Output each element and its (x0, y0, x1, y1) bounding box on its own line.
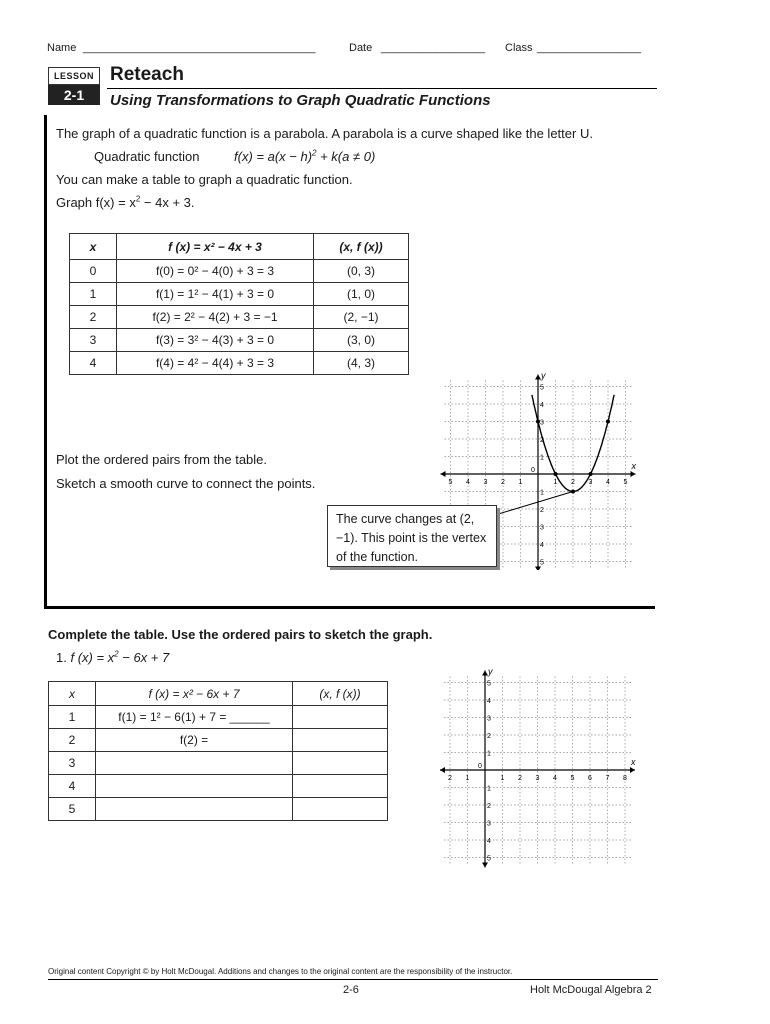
y-tick-label: 5 (487, 855, 491, 863)
table-header-row (70, 234, 409, 260)
origin-label: 0 (478, 763, 482, 770)
y-tick-label: 1 (540, 489, 544, 497)
example-table (69, 233, 409, 375)
x-axis-arrow (631, 471, 636, 477)
class-label: Class (505, 42, 533, 54)
table-row (70, 260, 409, 283)
y-axis-label: y (541, 370, 546, 381)
table-row (70, 352, 409, 375)
table-cell: 4 (70, 352, 117, 375)
table-header-cell: x (49, 682, 96, 706)
title-rule (107, 88, 657, 89)
table-cell: f(3) = 3² − 4(3) + 3 = 0 (117, 329, 314, 352)
x-tick-label: 1 (465, 775, 470, 782)
x-tick-label: 2 (501, 479, 505, 486)
table-cell[interactable] (96, 798, 293, 821)
class-field[interactable]: _________________ (537, 42, 642, 54)
table-cell: f(1) = 1² − 4(1) + 3 = 0 (117, 283, 314, 306)
x-axis-label: x (631, 461, 636, 471)
table-cell: 4 (49, 775, 96, 798)
table-row (49, 706, 388, 729)
name-label: Name (47, 42, 77, 54)
y-tick-label: 4 (487, 698, 491, 705)
problem-1: 1. f $(x) = x^2 - 6x + 7$ (56, 649, 170, 665)
table-header-row (49, 682, 388, 706)
table-row (49, 752, 388, 775)
table-header-cell: f (x) = x² − 4x + 3 (117, 234, 314, 260)
table-cell: 2 (49, 729, 96, 752)
x-tick-label: 7 (605, 775, 610, 782)
table-cell: (3, 0) (314, 329, 409, 352)
x-tick-label: 1 (500, 775, 505, 782)
page-title: Reteach (110, 64, 184, 85)
page-subtitle: Using Transformations to Graph Quadratic Functions (110, 92, 491, 109)
y-tick-label: 4 (487, 838, 491, 845)
exercise-table (48, 681, 388, 821)
x-tick-label: 4 (606, 479, 610, 486)
plotted-point (589, 472, 593, 476)
date-field[interactable]: _________________ (381, 42, 486, 54)
y-tick-label: 3 (487, 820, 491, 828)
box-bottom-border (44, 606, 655, 609)
table-cell: f(2) = 2² − 4(2) + 3 = −1 (117, 306, 314, 329)
table-cell[interactable]: f(1) = 1² − 6(1) + 7 = ______ (96, 706, 293, 729)
table-cell: 1 (70, 283, 117, 306)
plotted-point (536, 420, 540, 424)
y-tick-label: 2 (487, 733, 491, 740)
table-header-cell: f (x) = x² − 6x + 7 (96, 682, 293, 706)
table-row (49, 775, 388, 798)
table-cell[interactable] (293, 729, 388, 752)
exercise-heading: Complete the table. Use the ordered pairs to sketch the graph. (48, 627, 433, 642)
table-cell: f(0) = 0² − 4(0) + 3 = 3 (117, 260, 314, 283)
book-title: Holt McDougal Algebra 2 (530, 984, 652, 996)
table-cell: 2 (70, 306, 117, 329)
table-cell: (1, 0) (314, 283, 409, 306)
footer-rule (48, 979, 658, 980)
y-tick-label: 5 (540, 384, 544, 392)
x-tick-label: 2 (448, 775, 452, 782)
y-tick-label: 1 (487, 750, 491, 758)
x-tick-label: 8 (623, 775, 627, 782)
table-cell[interactable]: f(2) = (96, 729, 293, 752)
exercise-graph[interactable] (440, 668, 650, 868)
lesson-label: LESSON (48, 67, 100, 85)
table-row (49, 729, 388, 752)
origin-label: 0 (531, 467, 535, 474)
y-tick-label: 5 (540, 559, 544, 567)
box-left-border (44, 115, 47, 609)
table-cell: 3 (70, 329, 117, 352)
x-tick-label: 3 (483, 479, 488, 486)
table-cell[interactable] (293, 798, 388, 821)
lesson-number: 2-1 (48, 85, 100, 105)
x-tick-label: 2 (571, 479, 575, 486)
copyright-notice: Original content Copyright © by Holt McDougal. Additions and changes to the original content are the responsibility of the instructor. (48, 967, 513, 976)
y-tick-label: 1 (487, 785, 491, 793)
vertex-callout: The curve changes at (2, −1). This point is the vertex of the function. (327, 505, 497, 567)
table-row (70, 329, 409, 352)
plotted-point (554, 472, 558, 476)
table-cell[interactable] (293, 706, 388, 729)
x-axis-arrow (630, 767, 635, 773)
y-tick-label: 4 (540, 402, 544, 409)
x-tick-label: 4 (553, 775, 557, 782)
table-cell: (2, −1) (314, 306, 409, 329)
y-tick-label: 4 (540, 542, 544, 549)
page-number: 2-6 (343, 984, 359, 996)
y-tick-label: 5 (487, 680, 491, 688)
graph-instruction: Graph $f(x) = x^2 - 4x + 3$. (56, 194, 195, 210)
x-tick-label: 5 (448, 479, 453, 486)
x-tick-label: 1 (553, 479, 558, 486)
table-header-cell: (x, f (x)) (293, 682, 388, 706)
table-cell: (4, 3) (314, 352, 409, 375)
table-cell[interactable] (293, 775, 388, 798)
x-tick-label: 3 (588, 479, 593, 486)
intro-line: The graph of a quadratic function is a parabola. A parabola is a curve shaped like the letter U. (56, 126, 593, 141)
x-tick-label: 6 (588, 775, 592, 782)
quadratic-formula: $f(x) = a(x - h)^2 + k(a \ne 0)$ (234, 148, 376, 164)
table-instruction: You can make a table to graph a quadratic function. (56, 172, 353, 187)
y-tick-label: 1 (540, 454, 544, 462)
y-axis-label: y (488, 668, 493, 677)
y-tick-label: 2 (487, 803, 491, 810)
table-cell: 0 (70, 260, 117, 283)
x-tick-label: 5 (623, 479, 628, 486)
x-tick-label: 1 (518, 479, 523, 486)
table-cell: f(4) = 4² − 4(4) + 3 = 3 (117, 352, 314, 375)
x-axis-arrow (440, 767, 445, 773)
table-row (49, 798, 388, 821)
callout-pointer (495, 489, 573, 516)
plot-instruction: Plot the ordered pairs from the table. (56, 452, 268, 467)
table-cell: (0, 3) (314, 260, 409, 283)
table-cell: 3 (49, 752, 96, 775)
x-tick-label: 3 (535, 775, 540, 782)
y-tick-label: 3 (540, 419, 544, 427)
x-tick-label: 2 (518, 775, 522, 782)
name-field[interactable]: ______________________________________ (83, 42, 316, 54)
x-tick-label: 5 (570, 775, 575, 782)
quadratic-function-label: Quadratic function (94, 149, 200, 164)
table-cell[interactable] (96, 752, 293, 775)
y-tick-label: 3 (540, 524, 544, 532)
y-axis-arrow (535, 567, 541, 571)
y-tick-label: 2 (540, 507, 544, 514)
y-tick-label: 2 (540, 437, 544, 444)
date-label: Date (349, 42, 373, 54)
table-header-cell: x (70, 234, 117, 260)
y-tick-label: 3 (487, 715, 491, 723)
table-cell: 1 (49, 706, 96, 729)
y-axis-arrow (482, 863, 488, 868)
table-row (70, 283, 409, 306)
plotted-point (606, 420, 610, 424)
table-row (70, 306, 409, 329)
table-cell[interactable] (96, 775, 293, 798)
table-header-cell: (x, f (x)) (314, 234, 409, 260)
sketch-instruction: Sketch a smooth curve to connect the points. (56, 476, 316, 491)
x-axis-arrow (441, 471, 446, 477)
x-tick-label: 4 (466, 479, 470, 486)
table-cell: 5 (49, 798, 96, 821)
x-axis-label: x (631, 757, 636, 767)
table-cell[interactable] (293, 752, 388, 775)
